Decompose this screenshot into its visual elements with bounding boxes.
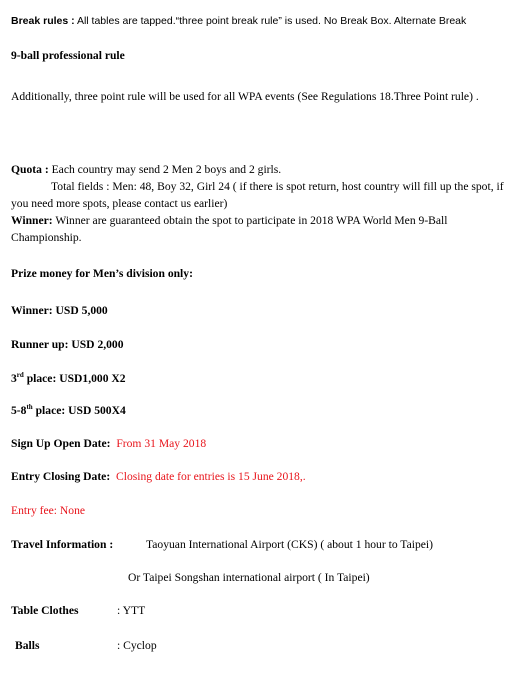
prize-fifth-suffix: place: USD 500X4 xyxy=(32,404,126,417)
entry-fee-line: Entry fee: None xyxy=(11,504,86,517)
prize-fifth-prefix: 5-8 xyxy=(11,404,27,417)
signup-date-line xyxy=(11,435,505,452)
closing-date-label: Entry Closing Date: xyxy=(11,470,111,483)
winner-note-paragraph xyxy=(11,212,505,246)
winner-note-text: Winner are guaranteed obtain the spot to participate in 2018 WPA World Men 9-Ball Championship. xyxy=(11,214,448,244)
quota-fields-paragraph: Total fields : Men: 48, Boy 32, Girl 24 ( if there is spot return, host country will fill up the spot, if you need more spots, please contact us earlier) xyxy=(11,180,504,210)
prize-runner-up: Runner up: USD 2,000 xyxy=(11,338,124,351)
professional-rule-heading: 9-ball professional rule xyxy=(11,49,125,62)
travel-label: Travel Information : xyxy=(11,538,114,551)
quota-text: Each country may send 2 Men 2 boys and 2 girls. xyxy=(48,163,282,176)
signup-date-label: Sign Up Open Date: xyxy=(11,437,111,450)
table-clothes-label: Table Clothes xyxy=(11,604,79,617)
break-rules-label: Break rules : xyxy=(11,15,75,27)
break-rules-paragraph xyxy=(11,13,491,30)
prize-third-prefix: 3 xyxy=(11,372,17,385)
prize-heading: Prize money for Men’s division only: xyxy=(11,267,193,280)
prize-fifth-sup: th xyxy=(26,403,33,412)
travel-airport-secondary: Or Taipei Songshan international airport ( In Taipei) xyxy=(128,571,370,584)
signup-date-value: From 31 May 2018 xyxy=(116,437,207,450)
prize-winner: Winner: USD 5,000 xyxy=(11,304,108,317)
travel-airport-primary: Taoyuan International Airport (CKS) ( about 1 hour to Taipei) xyxy=(146,538,433,551)
quota-label: Quota : xyxy=(11,163,49,176)
prize-third xyxy=(11,370,505,387)
closing-date-line xyxy=(11,468,505,485)
prize-fifth xyxy=(11,402,505,419)
prize-third-suffix: place: USD1,000 X2 xyxy=(23,372,126,385)
balls-value: : Cyclop xyxy=(117,639,157,652)
closing-date-value: Closing date for entries is 15 June 2018,. xyxy=(115,470,306,483)
winner-note-label: Winner: xyxy=(11,214,53,227)
prize-third-sup: rd xyxy=(16,371,24,380)
balls-label: Balls xyxy=(15,639,40,652)
break-rules-text: All tables are tapped.“three point break rule” is used. No Break Box. Alternate Break xyxy=(74,15,467,27)
wpa-note-paragraph: Additionally, three point rule will be used for all WPA events (See Regulations 18.Three Point rule) . xyxy=(11,90,479,103)
quota-paragraph xyxy=(11,161,505,178)
table-clothes-value: : YTT xyxy=(117,604,146,617)
